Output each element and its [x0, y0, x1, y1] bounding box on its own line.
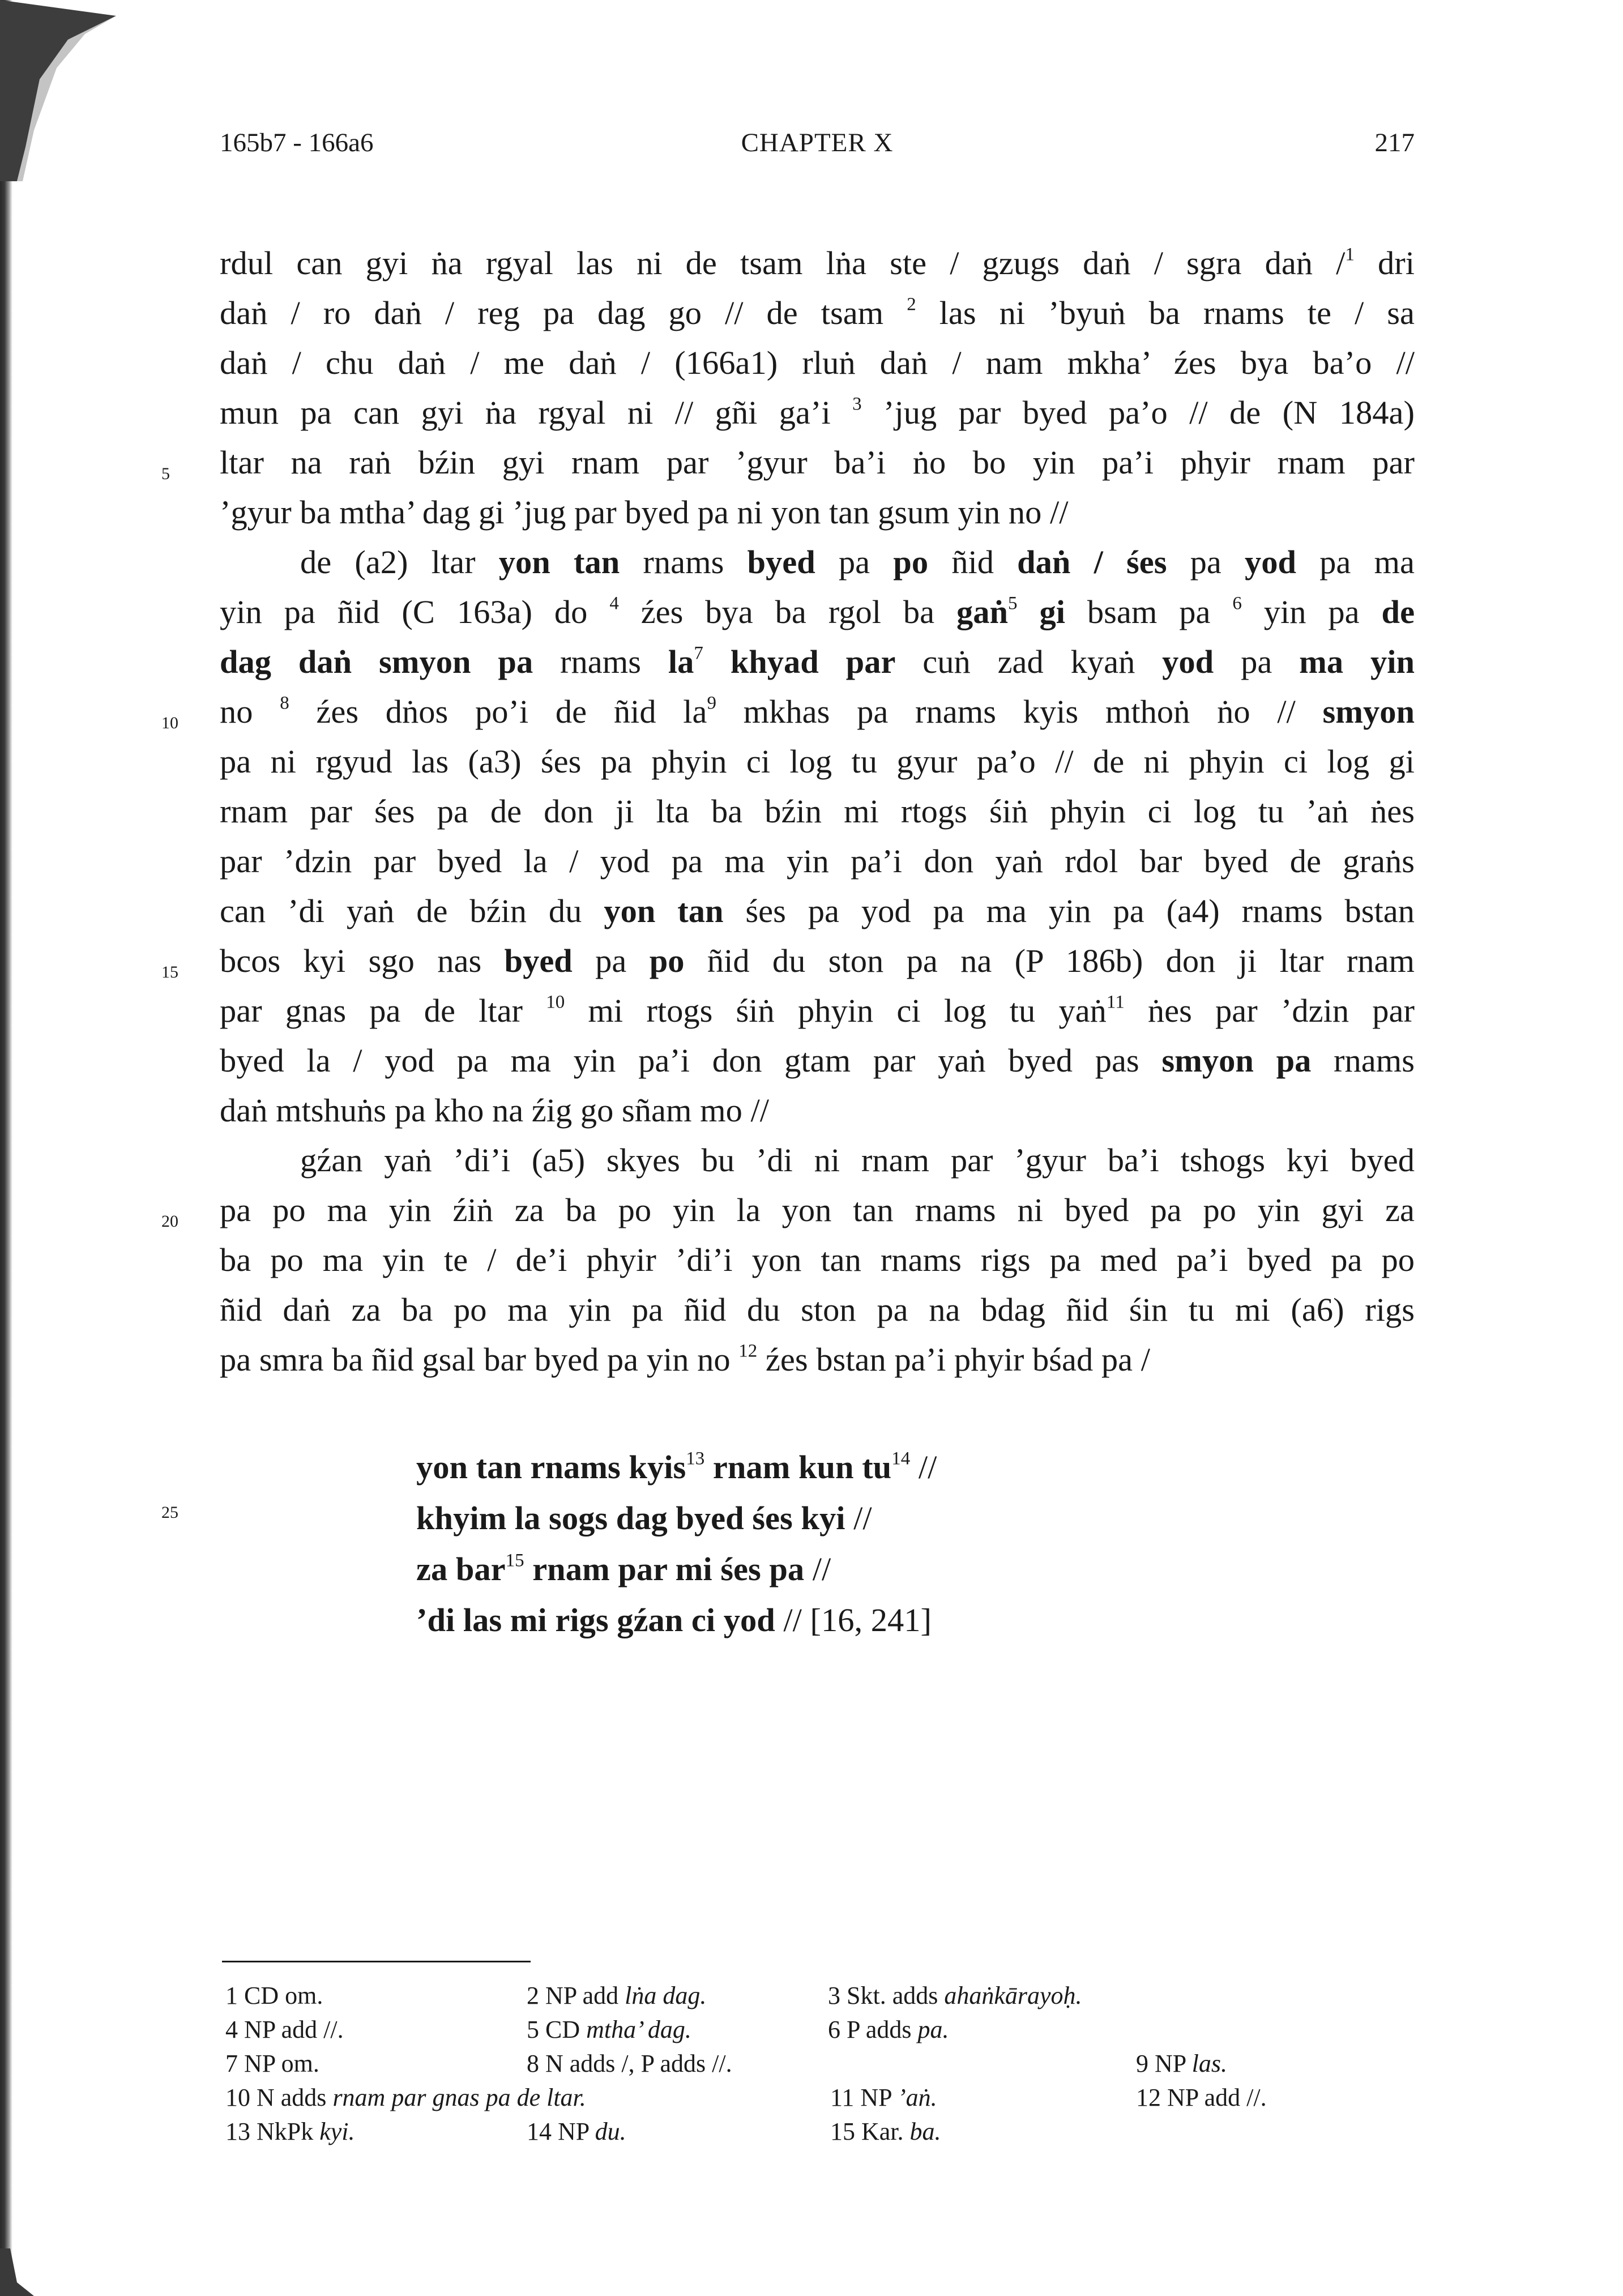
- footnote: 5 CD mtha’ dag.: [527, 2016, 691, 2043]
- text-line: dag daṅ smyon pa rnams $la^7$ khyad par cuṅ zad kyaṅ yod pa ma yin: [220, 643, 1415, 680]
- text-line: ltar na raṅ bźin gyi rnam par ’gyur ba’i ṅo bo yin pa’i phyir rnam par: [220, 444, 1415, 481]
- scan-shadow-top-left: [0, 0, 119, 181]
- footnote: 15 Kar. ba.: [830, 2118, 941, 2145]
- verse-line: za bar$^{15}$ rnam par mi śes pa //: [416, 1550, 831, 1587]
- verse-line: khyim la sogs dag byed śes kyi //: [416, 1500, 872, 1537]
- line-number-25: 25: [161, 1503, 178, 1522]
- running-head: [220, 127, 1415, 167]
- text-line: par gnas pa de ltar $^{10}$ mi rtogs śiṅ phyin ci log tu yaṅ$^{11}$ ṅes par ’dzin par: [220, 992, 1415, 1029]
- text-line: bcos kyi sgo nas byed pa po ñid du ston pa na (P 186b) don ji ltar rnam: [220, 942, 1415, 979]
- footnote: 3 Skt. adds ahaṅkārayoḥ.: [828, 1982, 1082, 2009]
- verse-line: yon tan rnams kyis$^{13}$ rnam kun $tu^{14}$ //: [416, 1448, 937, 1486]
- folio-range: 165b7 - 166a6: [220, 128, 374, 157]
- text-line: daṅ mtshuṅs pa kho na źig go sñam mo //: [220, 1092, 770, 1129]
- line-number-20: 20: [161, 1212, 178, 1231]
- line-number-5: 5: [161, 464, 170, 483]
- text-line: ñid daṅ za ba po ma yin pa ñid du ston pa na bdag ñid śin tu mi (a6) rigs: [220, 1291, 1415, 1328]
- text-line: ba po ma yin te / de’i phyir ’di’i yon tan rnams rigs pa med pa’i byed pa po: [220, 1241, 1415, 1278]
- text-line: rnam par śes pa de don ji lta ba bźin mi rtogs śiṅ phyin ci log tu ’aṅ ṅes: [220, 793, 1415, 830]
- text-line: mun pa can gyi ṅa rgyal ni // gñi ga’i $^3$ ’jug par byed pa’o // de (N 184a): [220, 394, 1415, 431]
- footnote: 7 NP om.: [225, 2050, 319, 2077]
- text-line: pa ni rgyud las (a3) śes pa phyin ci log tu gyur pa’o // de ni phyin ci log gi: [220, 743, 1415, 780]
- text-line: gźan yaṅ ’di’i (a5) skyes bu ’di ni rnam par ’gyur ba’i tshogs kyi byed: [300, 1142, 1415, 1179]
- line-number-15: 15: [161, 963, 178, 981]
- footnote-rule: [222, 1961, 531, 1962]
- footnote: 2 NP add lṅa dag.: [527, 1982, 707, 2009]
- footnote: 4 NP add //.: [225, 2016, 344, 2043]
- verse-line: ’di las mi rigs gźan ci yod // [16, 241]: [416, 1602, 932, 1638]
- scan-shadow-bottom-left: [0, 2248, 51, 2296]
- text-line: daṅ / ro daṅ / reg pa dag go // de tsam $^2$ las ni ’byuṅ ba rnams te / sa: [220, 294, 1415, 331]
- text-line: daṅ / chu daṅ / me daṅ / (166a1) rluṅ daṅ / nam mkha’ źes bya ba’o //: [220, 344, 1415, 381]
- text-line: pa po ma yin źiṅ za ba po yin la yon tan rnams ni byed pa po yin gyi za: [220, 1192, 1415, 1228]
- text-line: no $^8$ źes dṅos po’i de ñid $la^9$ mkhas pa rnams kyis mthoṅ ṅo // smyon: [220, 693, 1415, 730]
- chapter-title: CHAPTER X: [741, 128, 894, 157]
- footnote: 9 NP las.: [1136, 2050, 1227, 2077]
- footnote: 13 NkPk kyi.: [225, 2118, 355, 2145]
- scan-shadow-left-edge: [0, 0, 12, 2296]
- text-line: rdul can gyi ṅa rgyal las ni de tsam lṅa ste / gzugs daṅ / sgra daṅ /$^1$ dri: [220, 244, 1415, 281]
- footnote: 12 NP add //.: [1136, 2084, 1267, 2111]
- footnote: 8 N adds /, P adds //.: [527, 2050, 732, 2077]
- text-line: yin pa ñid (C 163a) do $^4$ źes bya ba rgol ba gaṅ$^5$ gi bsam pa $^6$ yin pa de: [220, 593, 1415, 630]
- text-line: ’gyur ba mtha’ dag gi ’jug par byed pa ni yon tan gsum yin no //: [220, 494, 1069, 531]
- footnote: 10 N adds rnam par gnas pa de ltar.: [225, 2084, 586, 2111]
- line-number-10: 10: [161, 714, 178, 732]
- text-line: par ’dzin par byed la / yod pa ma yin pa’i don yaṅ rdol bar byed de graṅs: [220, 843, 1415, 880]
- page-number: 217: [1374, 128, 1415, 157]
- footnote: 6 P adds pa.: [828, 2016, 949, 2043]
- text-line: byed la / yod pa ma yin pa’i don gtam par yaṅ byed pas smyon pa rnams: [220, 1042, 1415, 1079]
- text-line: can ’di yaṅ de bźin du yon tan śes pa yod pa ma yin pa (a4) rnams bstan: [220, 893, 1415, 929]
- footnote: 1 CD om.: [225, 1982, 323, 2009]
- footnote: 14 NP du.: [527, 2118, 626, 2145]
- footnote: 11 NP ’aṅ.: [830, 2084, 937, 2111]
- text-line: pa smra ba ñid gsal bar byed pa yin no $^{12}$ źes bstan pa’i phyir bśad pa /: [220, 1341, 1150, 1378]
- text-line: de (a2) ltar yon tan rnams byed pa po ñid daṅ / śes pa yod pa ma: [300, 544, 1415, 581]
